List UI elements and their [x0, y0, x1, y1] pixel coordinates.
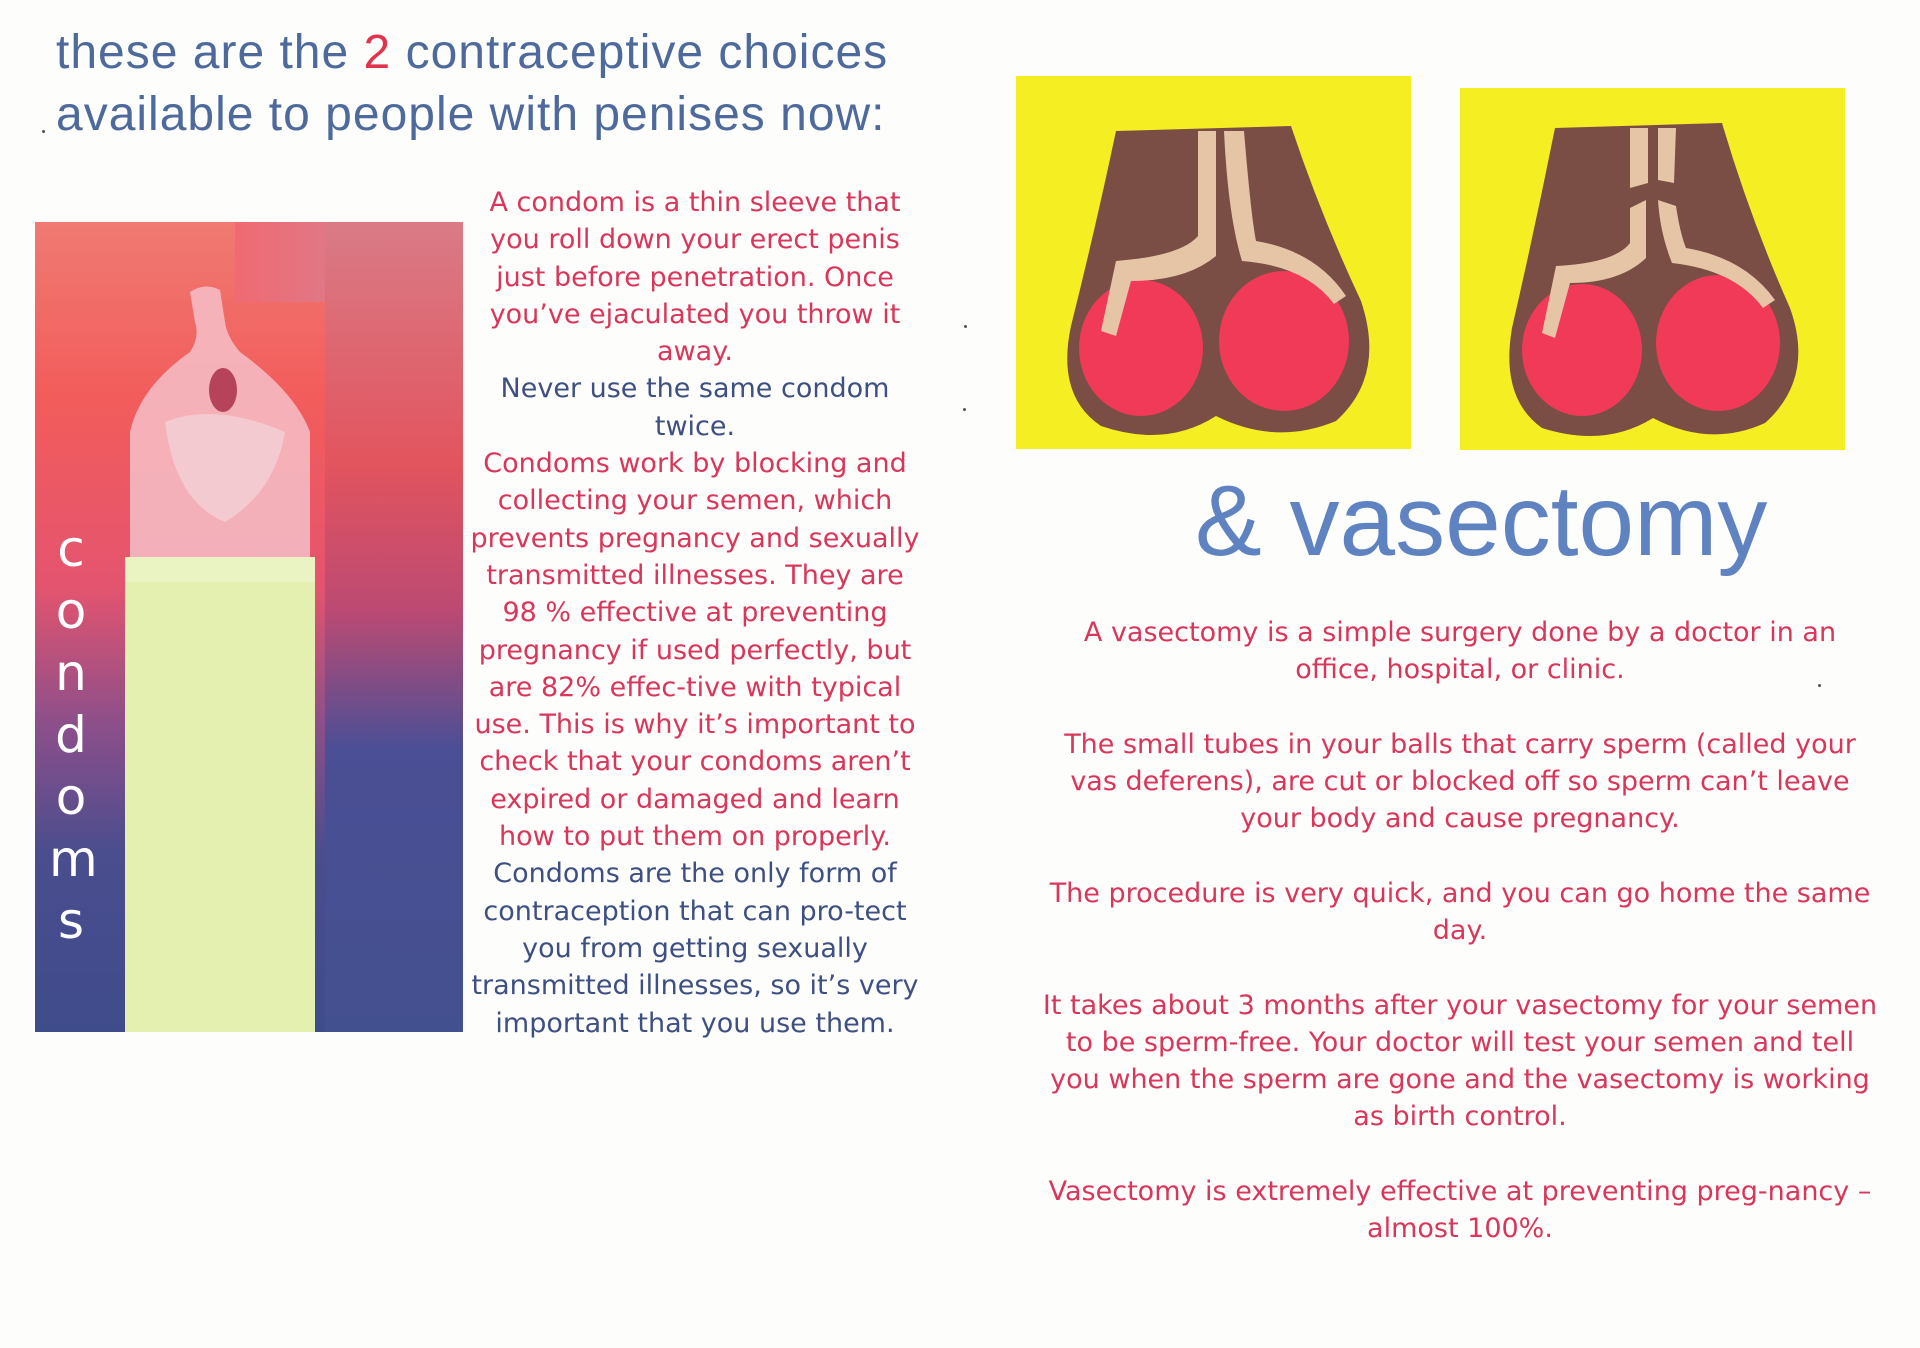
collage-band — [325, 222, 463, 1032]
testicles-icon — [1016, 76, 1411, 449]
scan-speck — [963, 408, 966, 411]
vasectomy-paragraph: Vasectomy is extremely effective at preventing preg-nancy – almost 100%. — [1048, 1176, 1872, 1244]
vertical-letter: d — [55, 706, 87, 764]
heading-line-2: available to people with penises now: — [56, 88, 886, 141]
page-heading — [56, 22, 956, 146]
vertical-letter: o — [55, 582, 87, 640]
condom-icon — [105, 282, 340, 1032]
condom-paragraph: Never use the same condom twice. — [500, 373, 890, 442]
condom-paragraph: A condom is a thin sleeve that you roll down your erect penis just before penetration. Once you’ve ejaculated you throw it away. — [489, 187, 901, 368]
vasectomy-description — [1040, 614, 1880, 1285]
condom-paragraph: Condoms work by blocking and collecting your semen, which prevents pregnancy and sexually transmitted illnesses. They are 98 % effective at preventing pregnancy if used perfectly, but are 82% effec-tive with typical use. This is why it’s important to check that your condoms aren’t expired or damaged and learn how to put them on properly. — [470, 448, 920, 853]
vertical-letter: c — [57, 520, 85, 578]
condom-paragraph: Condoms are the only form of contraception that can pro-tect you from getting sexually transmitted illnesses, so it’s very important that you use them. — [471, 858, 919, 1039]
scan-speck — [42, 130, 45, 133]
condom-description — [470, 184, 920, 1042]
scan-speck — [964, 325, 967, 328]
heading-line-1 — [56, 22, 956, 84]
vertical-letter: s — [57, 892, 85, 950]
testicles-icon — [1460, 88, 1845, 450]
anatomy-after-illustration — [1460, 88, 1845, 450]
vasectomy-paragraph: It takes about 3 months after your vasectomy for your semen to be sperm-free. Your doctor will test your semen and tell you when the sperm are gone and the vasectomy is working as birth control. — [1042, 990, 1878, 1132]
vertical-letter: m — [49, 830, 98, 888]
vasectomy-paragraph: The procedure is very quick, and you can go home the same day. — [1049, 878, 1871, 946]
condom-illustration — [35, 222, 463, 1032]
vasectomy-paragraph: The small tubes in your balls that carry sperm (called your vas deferens), are cut or blocked off so sperm can’t leave your body and cause pregnancy. — [1064, 729, 1856, 834]
heading-text: these are the — [56, 26, 364, 79]
heading-number: 2 — [363, 26, 392, 79]
vasectomy-paragraph: A vasectomy is a simple surgery done by a doctor in an office, hospital, or clinic. — [1083, 617, 1837, 685]
vertical-letter: n — [55, 644, 87, 702]
vertical-letter: o — [55, 768, 87, 826]
condoms-vertical-label — [49, 518, 98, 952]
vasectomy-title: & vasectomy — [1195, 465, 1768, 577]
anatomy-before-illustration — [1016, 76, 1411, 449]
scan-speck — [1818, 684, 1821, 687]
heading-text: contraceptive choices — [391, 26, 889, 79]
